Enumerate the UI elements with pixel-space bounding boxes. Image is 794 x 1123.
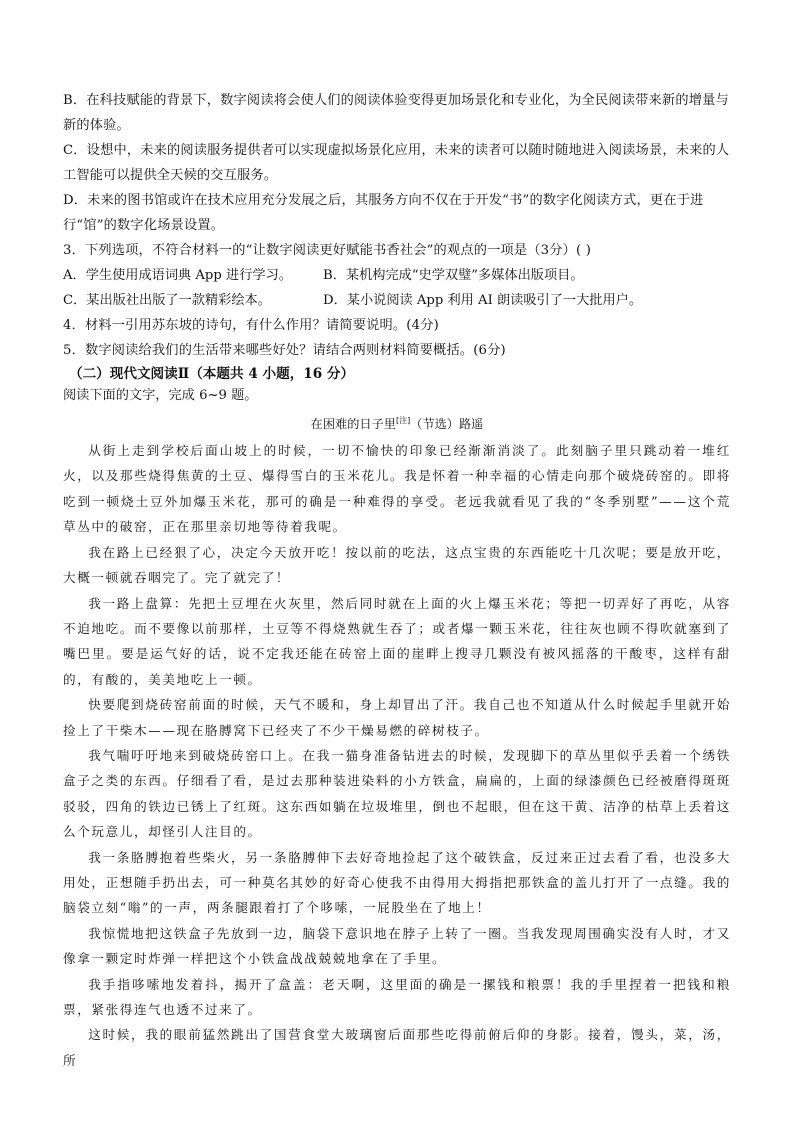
footnote-mark: [注] (395, 416, 411, 425)
passage-paragraph: 我气喘吁吁地来到破烧砖窑口上。在我一猫身准备钻进去的时候，发现脚下的草丛里似乎丢着一个绣铁盒子之类的东西。仔细看了看，是过去那种装进染料的小方铁盒，扁扁的，上面的绿漆颜色已经被磨得斑斑驳驳，四角的铁边已锈上了红斑。这东西如躺在垃圾堆里，倒也不起眼，但在这干黄、洁净的枯草上丢着这么个玩意儿，却怪引人注目的。 (63, 747, 731, 840)
passage-paragraph: 我一路上盘算：先把土豆埋在火灰里，然后同时就在上面的火上爆玉米花；等把一切弄好了再吃，从容不迫地吃。而不要像以前那样，土豆等不得烧熟就生吞了；或者爆一颗玉米花，往往灰也顾不得吹就塞到了嘴巴里。要是运气好的话，说不定我还能在砖窑上面的崖畔上搜寻几颗没有被风摇落的干酸枣，这样有甜的，有酸的，美美地吃上一顿。 (63, 595, 731, 687)
question-3-stem: 3．下列选项，不符合材料一的“让数字阅读更好赋能书香社会”的观点的一项是（3分）( ) (63, 243, 592, 258)
option-b: B．在科技赋能的背景下，数字阅读将会使人们的阅读体验变得更加场景化和专业化，为全民阅读带来新的增量与新的体验。 (63, 93, 729, 133)
question-5: 5．数字阅读给我们的生活带来哪些好处？请结合两则材料简要概括。(6分) (63, 343, 506, 358)
section-intro: 阅读下面的文字，完成 6~9 题。 (63, 388, 258, 403)
option-d: D．未来的图书馆或许在技术应用充分发展之后，其服务方向不仅在于开发“书”的数字化阅读方式，更在于进行“馆”的数字化场景设置。 (63, 193, 704, 233)
question-4: 4．材料一引用苏东坡的诗句，有什么作用？请简要说明。(4分) (63, 318, 439, 333)
section-heading: （二）现代文阅读Ⅱ（本题共 4 小题，16 分） (69, 366, 355, 382)
q3-option-d: D．某小说阅读 App 利用 AI 朗读吸引了一大批用户。 (323, 293, 643, 308)
option-c: C．设想中，未来的阅读服务提供者可以实现虚拟场景化应用，未来的读者可以随时随地进入阅读场景，未来的人工智能可以提供全天候的交互服务。 (63, 143, 730, 183)
passage-paragraph: 我一条胳膊抱着些柴火，另一条胳膊伸下去好奇地捡起了这个破铁盒，反过来正过去看了看，也没多大用处，正想随手扔出去，可一种莫名其妙的好奇心使我不由得用大拇指把那铁盒的盖儿打开了一点缝。我的脑袋立刻“嗡”的一声，两条腿跟着打了个哆嗦，一屁股坐在了地上！ (63, 849, 731, 916)
passage-source: （节选）路遥 (410, 417, 484, 432)
q3-option-a: A．学生使用成语词典 App 进行学习。 (63, 268, 292, 283)
passage-paragraph: 我手指哆嗦地发着抖，揭开了盒盖：老天啊，这里面的确是一摞钱和粮票！我的手里捏着一把钱和粮票，紧张得连气也透不过来了。 (63, 976, 731, 1017)
q3-option-c: C．某出版社出版了一款精彩绘本。 (63, 293, 271, 308)
passage-paragraph: 从街上走到学校后面山坡上的时候，一切不愉快的印象已经渐渐消淡了。此刻脑子里只跳动着一堆红火，以及那些烧得焦黄的土豆、爆得雪白的玉米花儿。我是怀着一种幸福的心情走向那个破烧砖窑的。即将吃到一顿烧土豆外加爆玉米花，那可的确是一种难得的享受。老远我就看见了我的“冬季别墅”——这个荒草丛中的破窑，正在那里亲切地等待着我呢。 (63, 443, 731, 535)
passage-paragraph: 快要爬到烧砖窑前面的时候，天气不暖和，身上却冒出了汗。我自己也不知道从什么时候起手里就开始捡上了干柴木——现在胳膊窝下已经夹了不少干燥易燃的碎树枝子。 (63, 697, 731, 738)
passage-paragraph: 这时候，我的眼前猛然跳出了国营食堂大玻璃窗后面那些吃得前俯后仰的身影。接着，馒头，菜，汤，所 (63, 1027, 731, 1068)
passage-title (63, 407, 731, 438)
passage-paragraph: 我惊慌地把这铁盒子先放到一边，脑袋下意识地在脖子上转了一圈。当我发现周围确实没有人时，才又像拿一颗定时炸弹一样把这个小铁盒战战兢兢地拿在了手里。 (63, 925, 731, 967)
q3-option-b: B．某机构完成“史学双璧”多媒体出版项目。 (323, 268, 584, 283)
passage-title-text: 在困难的日子里 (310, 417, 396, 432)
document-page (63, 88, 731, 1073)
passage-paragraph: 我在路上已经狠了心，决定今天放开吃！按以前的吃法，这点宝贵的东西能吃十几次呢；要是放开吃，大概一顿就吞咽完了。完了就完了！ (63, 544, 731, 586)
question-3-options-row-2 (63, 288, 731, 313)
question-3-options-row-1 (63, 263, 731, 288)
